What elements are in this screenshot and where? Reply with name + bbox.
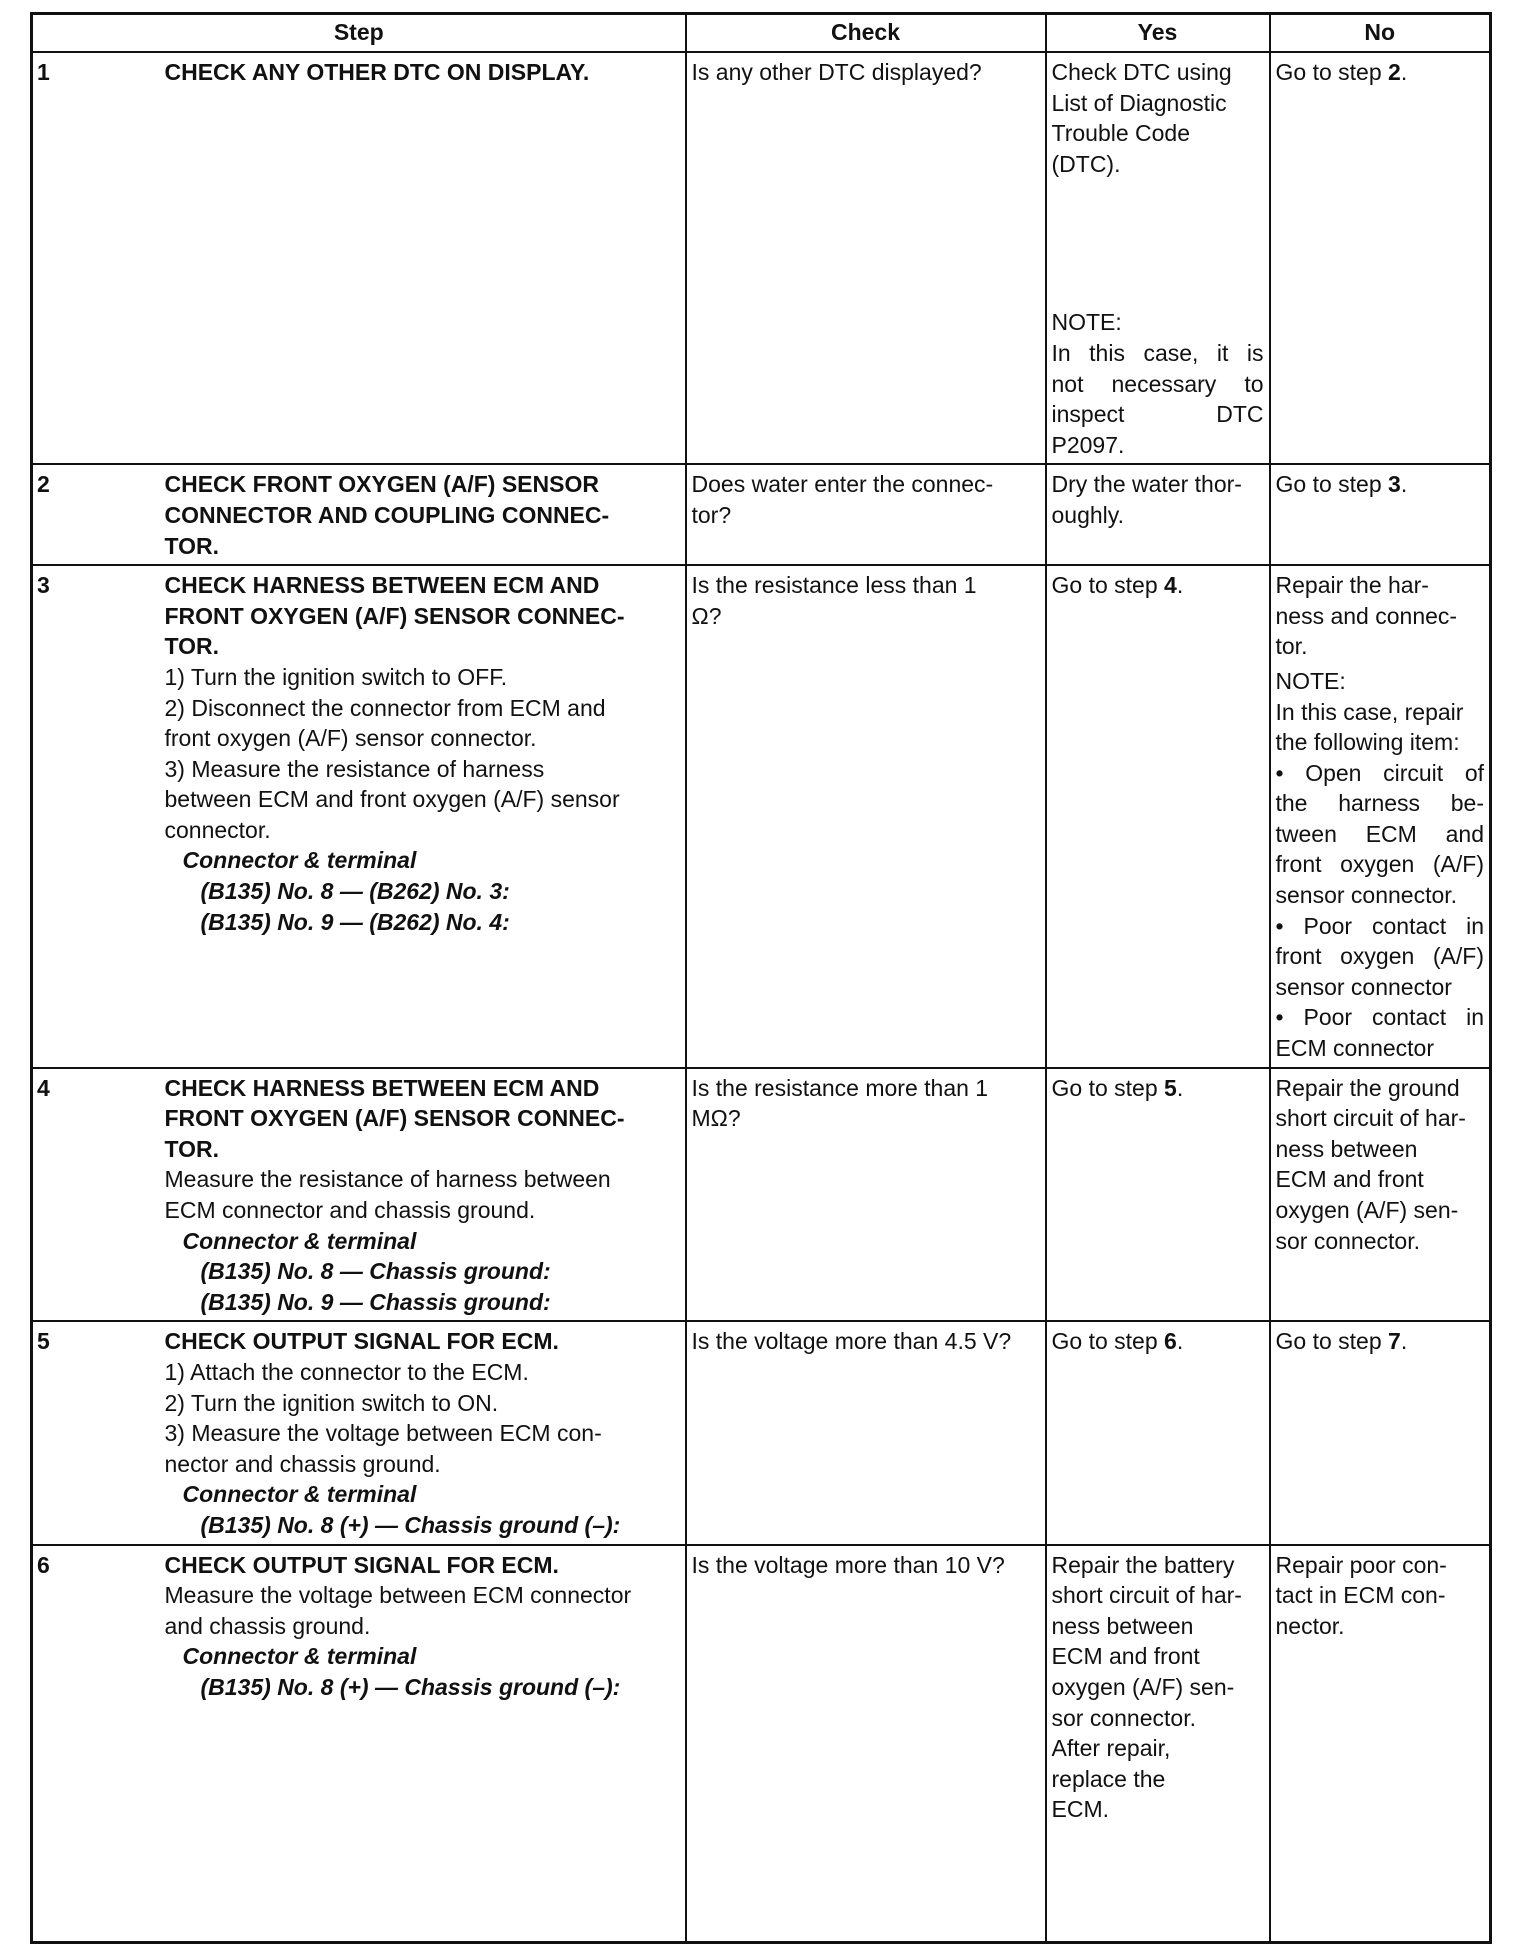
check-cell <box>686 52 1046 464</box>
no-note-line: front oxygen (A/F) <box>1275 943 1484 970</box>
step-title-line: TOR. <box>164 633 220 660</box>
yes-cell <box>1046 1545 1270 1943</box>
procedure-line: Measure the resistance of harness between <box>164 1166 611 1193</box>
no-note-label: NOTE: <box>1275 667 1346 694</box>
yes-step-ref: 5 <box>1164 1074 1177 1101</box>
no-step-ref: 7 <box>1388 1328 1401 1355</box>
yes-note-line: P2097. <box>1051 431 1125 458</box>
yes-line: replace the <box>1051 1765 1166 1792</box>
connector-terminal-label: Connector & terminal <box>182 847 417 874</box>
no-note-line: In this case, repair <box>1275 698 1464 725</box>
connector-terminal-item: (B135) No. 9 — (B262) No. 4: <box>200 908 510 935</box>
procedure-line: 3) Measure the resistance of harness <box>164 755 545 782</box>
yes-line: oxygen (A/F) sen- <box>1051 1673 1235 1700</box>
step-number: 3 <box>32 565 157 1068</box>
yes-text-suffix: . <box>1176 1074 1184 1101</box>
no-line: tact in ECM con- <box>1275 1582 1446 1609</box>
header-check: Check <box>686 14 1046 53</box>
step-title-line: TOR. <box>164 1135 220 1162</box>
no-line: Repair the ground <box>1275 1074 1460 1101</box>
no-text-suffix: . <box>1400 59 1408 85</box>
yes-line: sor connector. <box>1051 1704 1196 1731</box>
table-row <box>32 464 1491 565</box>
yes-text: Go to step <box>1051 572 1165 599</box>
no-line: nector. <box>1275 1612 1345 1639</box>
table-row <box>32 1068 1491 1322</box>
check-line: MΩ? <box>691 1105 741 1132</box>
yes-step-ref: 6 <box>1164 1328 1177 1355</box>
yes-line: After repair, <box>1051 1735 1171 1762</box>
no-note-line: the harness be- <box>1275 790 1484 817</box>
connector-terminal-item: (B135) No. 9 — Chassis ground: <box>200 1288 551 1315</box>
diagnostic-table <box>30 12 1492 1944</box>
procedure-line: ECM connector and chassis ground. <box>164 1197 536 1223</box>
yes-line: Check DTC using <box>1051 59 1232 85</box>
no-note-line: sensor connector. <box>1275 882 1458 909</box>
yes-line: ness between <box>1051 1612 1194 1639</box>
check-cell <box>686 565 1046 1068</box>
step-title-line: CHECK OUTPUT SIGNAL FOR ECM. <box>164 1328 559 1355</box>
connector-terminal-item: (B135) No. 8 (+) — Chassis ground (–): <box>200 1673 621 1700</box>
check-text: Is any other DTC displayed? <box>691 59 982 85</box>
step-title-line: CONNECTOR AND COUPLING CONNEC- <box>164 501 610 528</box>
yes-text-suffix: . <box>1176 1328 1184 1355</box>
yes-cell <box>1046 1068 1270 1322</box>
no-cell <box>1270 464 1491 565</box>
procedure-line: between ECM and front oxygen (A/F) sensor <box>164 786 620 813</box>
yes-line: Dry the water thor- <box>1051 471 1242 498</box>
yes-note-label: NOTE: <box>1051 309 1122 336</box>
procedure-line: Measure the voltage between ECM connector <box>164 1582 632 1609</box>
yes-note-line: In this case, it is <box>1051 339 1264 366</box>
yes-line: (DTC). <box>1051 150 1121 177</box>
no-line: short circuit of har- <box>1275 1105 1466 1132</box>
no-text: Go to step <box>1275 59 1389 85</box>
no-text: Go to step <box>1275 1328 1389 1355</box>
procedure-line: front oxygen (A/F) sensor connector. <box>164 725 537 752</box>
step-title-line: FRONT OXYGEN (A/F) SENSOR CONNEC- <box>164 1105 625 1132</box>
connector-terminal-item: (B135) No. 8 — Chassis ground: <box>200 1258 551 1285</box>
step-title-line: FRONT OXYGEN (A/F) SENSOR CONNEC- <box>164 602 625 629</box>
no-cell <box>1270 1321 1491 1544</box>
procedure-line: 1) Attach the connector to the ECM. <box>164 1358 529 1385</box>
no-line: ECM and front <box>1275 1166 1424 1193</box>
no-note-line: ECM connector <box>1275 1035 1435 1062</box>
no-line: tor. <box>1275 633 1308 660</box>
no-note-line: sensor connector <box>1275 973 1452 1000</box>
procedure-line: connector. <box>164 816 271 843</box>
step-number: 2 <box>32 464 157 565</box>
yes-line: ECM and front <box>1051 1643 1200 1670</box>
no-note-line: front oxygen (A/F) <box>1275 851 1484 878</box>
no-step-ref: 3 <box>1388 471 1401 498</box>
yes-note-line: inspect DTC <box>1051 401 1264 428</box>
no-line: ness and connec- <box>1275 602 1458 629</box>
yes-line: short circuit of har- <box>1051 1582 1242 1609</box>
header-yes: Yes <box>1046 14 1270 53</box>
yes-note-line: not necessary to <box>1051 370 1264 397</box>
no-line: oxygen (A/F) sen- <box>1275 1197 1459 1223</box>
check-cell <box>686 1545 1046 1943</box>
connector-terminal-label: Connector & terminal <box>182 1643 417 1670</box>
diagnostic-table-sheet <box>30 12 1489 1944</box>
yes-text: Go to step <box>1051 1328 1165 1355</box>
yes-text: Go to step <box>1051 1074 1165 1101</box>
procedure-line: 2) Disconnect the connector from ECM and <box>164 694 606 721</box>
step-title-line: CHECK FRONT OXYGEN (A/F) SENSOR <box>164 471 599 498</box>
check-line: Does water enter the connec- <box>691 471 994 498</box>
no-cell <box>1270 1068 1491 1322</box>
yes-line: Trouble Code <box>1051 120 1191 147</box>
no-cell <box>1270 565 1491 1068</box>
no-cell <box>1270 1545 1491 1943</box>
no-note-line: tween ECM and <box>1275 820 1484 847</box>
no-note-line: the following item: <box>1275 729 1460 756</box>
check-line: tor? <box>691 501 732 528</box>
yes-cell <box>1046 464 1270 565</box>
table-row <box>32 52 1491 464</box>
step-description <box>157 52 686 464</box>
no-text-suffix: . <box>1400 1328 1408 1355</box>
check-line: Is the resistance less than 1 <box>691 572 977 599</box>
step-description <box>157 1321 686 1544</box>
connector-terminal-label: Connector & terminal <box>182 1481 417 1508</box>
no-line: ness between <box>1275 1135 1418 1162</box>
step-title-line: CHECK OUTPUT SIGNAL FOR ECM. <box>164 1551 559 1578</box>
no-text-suffix: . <box>1400 471 1408 498</box>
procedure-line: and chassis ground. <box>164 1612 371 1639</box>
table-row <box>32 565 1491 1068</box>
step-title-line: TOR. <box>164 532 220 559</box>
step-description <box>157 1068 686 1322</box>
step-title-line: CHECK HARNESS BETWEEN ECM AND <box>164 1074 600 1101</box>
step-description <box>157 565 686 1068</box>
no-line: Repair poor con- <box>1275 1551 1447 1578</box>
no-note-line: • Poor contact in <box>1275 1004 1484 1031</box>
yes-cell <box>1046 565 1270 1068</box>
check-line: Ω? <box>691 602 722 629</box>
procedure-line: 3) Measure the voltage between ECM con- <box>164 1420 602 1447</box>
no-step-ref: 2 <box>1388 59 1401 85</box>
no-line: Repair the har- <box>1275 572 1429 599</box>
yes-cell <box>1046 1321 1270 1544</box>
check-line: Is the voltage more than 4.5 V? <box>691 1328 1012 1355</box>
check-cell <box>686 464 1046 565</box>
yes-line: oughly. <box>1051 501 1124 528</box>
connector-terminal-label: Connector & terminal <box>182 1227 417 1254</box>
spacer <box>1052 179 1264 307</box>
header-step: Step <box>32 14 686 53</box>
step-description <box>157 464 686 565</box>
step-description <box>157 1545 686 1943</box>
yes-step-ref: 4 <box>1164 572 1177 599</box>
table-row <box>32 1321 1491 1544</box>
step-number: 1 <box>32 52 157 464</box>
procedure-line: 1) Turn the ignition switch to OFF. <box>164 663 508 690</box>
no-line: sor connector. <box>1275 1227 1420 1254</box>
connector-terminal-item: (B135) No. 8 (+) — Chassis ground (–): <box>200 1511 621 1538</box>
check-line: Is the resistance more than 1 <box>691 1074 989 1101</box>
procedure-line: nector and chassis ground. <box>164 1450 441 1477</box>
step-number: 4 <box>32 1068 157 1322</box>
step-title-line: CHECK HARNESS BETWEEN ECM AND <box>164 572 600 599</box>
check-line: Is the voltage more than 10 V? <box>691 1551 1005 1578</box>
no-note-line: • Poor contact in <box>1275 912 1484 939</box>
no-cell <box>1270 52 1491 464</box>
yes-line: ECM. <box>1051 1796 1109 1823</box>
yes-text-suffix: . <box>1176 572 1184 599</box>
table-row <box>32 1545 1491 1943</box>
connector-terminal-item: (B135) No. 8 — (B262) No. 3: <box>200 878 510 905</box>
yes-line: Repair the battery <box>1051 1551 1235 1578</box>
header-row <box>32 14 1491 53</box>
yes-line: List of Diagnostic <box>1051 89 1227 116</box>
step-title: CHECK ANY OTHER DTC ON DISPLAY. <box>164 59 590 85</box>
procedure-line: 2) Turn the ignition switch to ON. <box>164 1389 499 1416</box>
step-number: 6 <box>32 1545 157 1943</box>
check-cell <box>686 1321 1046 1544</box>
yes-cell <box>1046 52 1270 464</box>
check-cell <box>686 1068 1046 1322</box>
no-text: Go to step <box>1275 471 1389 498</box>
header-no: No <box>1270 14 1491 53</box>
no-note-line: • Open circuit of <box>1275 759 1484 786</box>
step-number: 5 <box>32 1321 157 1544</box>
